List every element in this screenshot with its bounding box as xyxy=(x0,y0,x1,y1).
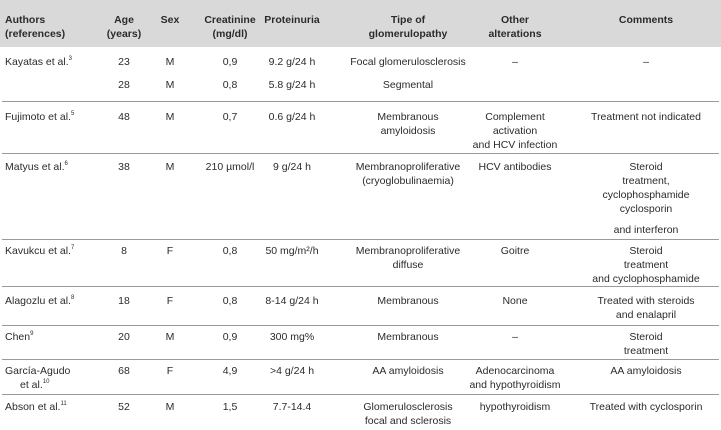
table-cell-author: Matyus et al.$^6$ xyxy=(5,161,68,173)
table-cell-proteinuria: 300 mg% xyxy=(269,331,315,343)
table-cell-creatinine: 4,9 xyxy=(222,365,238,377)
header-glomerulopathy: glomerulopathy xyxy=(368,28,448,40)
table-cell-tipe: Membranous xyxy=(377,111,439,123)
table-cell-tipe: Segmental xyxy=(382,79,434,91)
row-divider xyxy=(2,286,719,287)
table-cell-tipe: Membranous xyxy=(377,295,439,307)
table-cell-age: 23 xyxy=(118,56,130,68)
table-cell-comments: treatment xyxy=(623,259,669,271)
table-cell-age: 28 xyxy=(118,79,130,91)
table-cell-age: 68 xyxy=(118,365,130,377)
table-cell-age: 38 xyxy=(118,161,130,173)
table-cell-tipe: AA amyloidosis xyxy=(372,365,444,377)
table-cell-sex: F xyxy=(166,295,174,307)
table-cell-proteinuria: 50 mg/m²/h xyxy=(265,245,319,257)
table-cell-comments: Treatment not indicated xyxy=(591,111,701,123)
table-cell-creatinine: 0,8 xyxy=(222,295,238,307)
table-cell-comments: – xyxy=(643,56,649,68)
table-cell-comments: Steroid xyxy=(629,331,663,343)
table-cell-creatinine: 0,9 xyxy=(222,56,238,68)
table-cell-author: Chen$^9$ xyxy=(5,331,34,343)
table-cell-sex: M xyxy=(165,401,175,413)
table-cell-creatinine: 0,8 xyxy=(222,245,238,257)
table-cell-comments: and enalapril xyxy=(615,309,677,321)
row-divider xyxy=(2,359,719,360)
header-comments: Comments xyxy=(618,14,674,26)
table-cell-comments: cyclosporin xyxy=(619,203,673,215)
table-cell-author: Kayatas et al.$^3$ xyxy=(5,56,72,68)
table-cell-tipe: Focal glomerulosclerosis xyxy=(350,56,466,68)
table-cell-tipe: Membranoproliferative xyxy=(355,245,461,257)
table-cell-comments: cyclophosphamide xyxy=(602,189,690,201)
table-cell-author: Abson et al.$^{11}$ xyxy=(5,401,67,413)
header-creatinine: Creatinine xyxy=(204,14,256,26)
table-cell-proteinuria: 8-14 g/24 h xyxy=(265,295,319,307)
table-cell-proteinuria: 0.6 g/24 h xyxy=(268,111,316,123)
table-cell-tipe: Membranoproliferative xyxy=(355,161,461,173)
table-cell-other: and HCV infection xyxy=(472,139,558,151)
table-cell-other: and hypothyroidism xyxy=(469,379,561,391)
table-cell-author: Alagozlu et al.$^8$ xyxy=(5,295,75,307)
table-cell-comments: Steroid xyxy=(629,245,663,257)
table-cell-other: activation xyxy=(492,125,538,137)
table-cell-sex: F xyxy=(166,365,174,377)
table-cell-author: Fujimoto et al.$^5$ xyxy=(5,111,75,123)
header-references: (references) xyxy=(5,28,66,40)
table-cell-sex: M xyxy=(165,56,175,68)
table-cell-creatinine: 1,5 xyxy=(222,401,238,413)
header-tipe: Tipe of xyxy=(390,14,426,26)
header-age-unit: (years) xyxy=(106,28,142,40)
table-cell-creatinine: 210 µmol/l xyxy=(205,161,255,173)
table-cell-sex: M xyxy=(165,111,175,123)
row-divider xyxy=(2,101,719,102)
table-cell-proteinuria: 9.2 g/24 h xyxy=(268,56,316,68)
row-divider xyxy=(2,394,719,395)
row-divider xyxy=(2,239,719,240)
header-proteinuria: Proteinuria xyxy=(264,14,320,26)
table-cell-sex: F xyxy=(166,245,174,257)
table-cell-tipe: focal and sclerosis xyxy=(364,415,452,427)
header-other: Other xyxy=(500,14,530,26)
table-cell-sex: M xyxy=(165,161,175,173)
table-cell-proteinuria: 9 g/24 h xyxy=(273,161,311,173)
table-cell-other: Goitre xyxy=(500,245,530,257)
table-cell-other: Complement xyxy=(485,111,545,123)
header-creatinine-unit: (mg/dl) xyxy=(212,28,248,40)
header-alterations: alterations xyxy=(488,28,542,40)
table-cell-comments: and cyclophosphamide xyxy=(592,273,700,285)
table-cell-creatinine: 0,8 xyxy=(222,79,238,91)
table-cell-comments: and interferon xyxy=(613,224,679,236)
table-cell-tipe: (cryoglobulinaemia) xyxy=(362,175,454,187)
table-cell-creatinine: 0,7 xyxy=(222,111,238,123)
table-cell-other: – xyxy=(512,331,518,343)
table-cell-age: 8 xyxy=(121,245,127,257)
table-cell-author: Kavukcu et al.$^7$ xyxy=(5,245,75,257)
table-cell-other: HCV antibodies xyxy=(478,161,552,173)
header-sex: Sex xyxy=(160,14,180,26)
table-cell-author: García-Agudo xyxy=(5,365,71,377)
table-cell-proteinuria: 7.7-14.4 xyxy=(272,401,312,413)
table-cell-age: 48 xyxy=(118,111,130,123)
table-cell-comments: Steroid xyxy=(629,161,663,173)
header-age: Age xyxy=(114,14,134,26)
table-cell-age: 20 xyxy=(118,331,130,343)
table-cell-proteinuria: >4 g/24 h xyxy=(269,365,315,377)
table-cell-comments: AA amyloidosis xyxy=(610,365,682,377)
table-cell-tipe: diffuse xyxy=(392,259,424,271)
table-cell-creatinine: 0,9 xyxy=(222,331,238,343)
table-cell-author: et al.$^{10}$ xyxy=(20,379,50,391)
table-cell-tipe: Membranous xyxy=(377,331,439,343)
table-cell-sex: M xyxy=(165,79,175,91)
table-cell-comments: treatment xyxy=(623,345,669,357)
table-cell-other: hypothyroidism xyxy=(479,401,551,413)
table-cell-comments: Treated with steroids xyxy=(597,295,695,307)
table-cell-other: Adenocarcinoma xyxy=(475,365,555,377)
row-divider xyxy=(2,325,719,326)
row-divider xyxy=(2,153,719,154)
table-cell-age: 18 xyxy=(118,295,130,307)
table-cell-proteinuria: 5.8 g/24 h xyxy=(268,79,316,91)
table-cell-age: 52 xyxy=(118,401,130,413)
table-cell-tipe: amyloidosis xyxy=(380,125,436,137)
table-cell-comments: treatment, xyxy=(622,175,670,187)
table-cell-other: None xyxy=(502,295,528,307)
table-cell-other: – xyxy=(512,56,518,68)
table-cell-comments: Treated with cyclosporin xyxy=(589,401,703,413)
table-cell-tipe: Glomerulosclerosis xyxy=(363,401,453,413)
table-cell-sex: M xyxy=(165,331,175,343)
header-authors: Authors xyxy=(5,14,46,26)
